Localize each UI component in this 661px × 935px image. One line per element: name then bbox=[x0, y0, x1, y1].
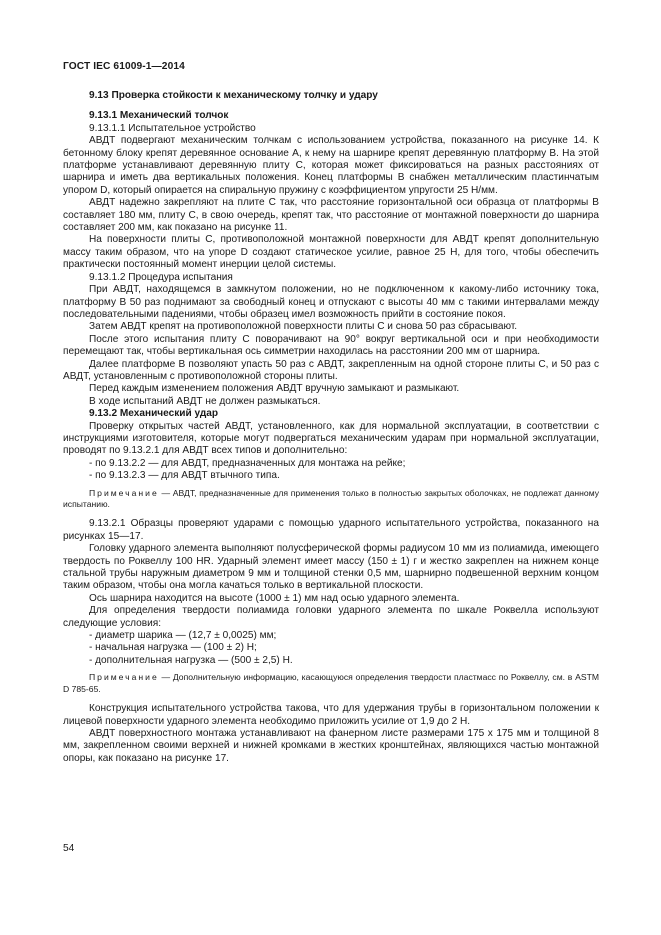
list-item: - начальная нагрузка — (100 ± 2) Н; bbox=[89, 642, 257, 654]
note-label: Примечание bbox=[89, 487, 159, 498]
note-text: — Дополнительную информацию, касающуюся определения твердости пластмасс по Роквеллу, см. в ASTM D 785-65. bbox=[63, 672, 599, 694]
paragraph: Затем АВДТ крепят на противоположной поверхности плиты C и снова 50 раз сбрасывают. bbox=[89, 321, 518, 333]
paragraph: На поверхности плиты C, противоположной монтажной поверхности для АВДТ крепят дополнительную массу таким образом, что на упоре D создают статическое усилие, равное 25 Н, для того, чтобы обеспечить практически постоянный момент инерции целой системы. bbox=[63, 234, 599, 271]
paragraph: Перед каждым изменением положения АВДТ вручную замыкают и размыкают. bbox=[89, 383, 460, 395]
paragraph: АВДТ поверхностного монтажа устанавливают на фанерном листе размерами 175 х 175 мм и толщиной 8 мм, закрепленном своими верхней и нижней кромками в жестких кронштейнах, являющихся частью монтажной опоры, как показано на рисунке 17. bbox=[63, 727, 599, 764]
paragraph: Головку ударного элемента выполняют полусферической формы радиусом 10 мм из полиамида, имеющего твердость по Роквеллу 100 HR. Ударный элемент имеет массу (150 ± 1) г и жестко закреплен на нижнем конце стальной трубы наружным диаметром 9 мм и толщиной стенки 0,5 мм, шарнирно подвешенной верхним концом таким образом, чтобы она могла качаться только в вертикальной плоскости. bbox=[63, 543, 599, 592]
list-item: - дополнительная нагрузка — (500 ± 2,5) Н. bbox=[89, 654, 293, 666]
paragraph: Для определения твердости полиамида головки ударного элемента по шкале Роквелла используют следующие условия: bbox=[63, 605, 599, 629]
paragraph: После этого испытания плиту C поворачивают на 90° вокруг вертикальной оси и при необходимости перемещают так, чтобы вертикальная ось симметрии находилась на расстоянии 200 мм от шарнира. bbox=[63, 333, 599, 358]
running-header: ГОСТ IEC 61009-1—2014 bbox=[63, 61, 185, 72]
paragraph: При АВДТ, находящемся в замкнутом положении, но не подключенном к какому-либо источнику тока, платформу B 50 раз поднимают за свободный конец и отпускают с высоты 40 мм с такими интервалами между последовательными падениями, чтобы образец имел возможность прийти в состояние покоя. bbox=[63, 284, 599, 320]
paragraph: 9.13.2.1 Образцы проверяют ударами с помощью ударного испытательного устройства, показанного на рисунках 15—17. bbox=[63, 518, 599, 542]
paragraph: Далее платформе B позволяют упасть 50 раз с АВДТ, закрепленным на одной стороне плиты C, и 50 раз с АВДТ, установленным с противоположной стороны плиты. bbox=[63, 358, 599, 382]
paragraph: АВДТ подвергают механическим толчкам с использованием устройства, показанного на рисунке 14. К бетонному блоку крепят деревянное основание A, к нему на шарнире крепят деревянную платформу B. На этой платформе устанавливают деревянную плиту C, которая может фиксироваться на разных расстояниях от шарнира и иметь два вертикальных положения. Конец платформы B снабжен металлическим пластинчатым упором D, который опирается на спиральную пружину с коэффициентом упругости 25 Н/мм. bbox=[63, 135, 599, 196]
section-heading-9-13-1-2: 9.13.1.2 Процедура испытания bbox=[89, 271, 233, 283]
paragraph: Ось шарнира находится на высоте (1000 ± 1) мм над осью ударного элемента. bbox=[89, 592, 460, 604]
note-text: — АВДТ, предназначенные для применения только в полностью закрытых оболочках, не подлежат данному испытанию. bbox=[63, 487, 599, 509]
page-number: 54 bbox=[63, 843, 75, 854]
list-item: - по 9.13.2.2 — для АВДТ, предназначенных для монтажа на рейке; bbox=[89, 457, 406, 469]
paragraph: В ходе испытаний АВДТ не должен размыкаться. bbox=[89, 395, 321, 407]
document-body bbox=[63, 90, 599, 765]
section-heading-9-13-2: 9.13.2 Механический удар bbox=[89, 408, 219, 420]
note-label: Примечание bbox=[89, 672, 159, 683]
note bbox=[63, 488, 599, 511]
section-heading-9-13-1-1: 9.13.1.1 Испытательное устройство bbox=[89, 122, 256, 134]
section-heading-9-13-1: 9.13.1 Механический толчок bbox=[89, 110, 229, 122]
paragraph: Конструкция испытательного устройства такова, что для удержания трубы в горизонтальном положении к лицевой поверхности ударного элемента необходимо приложить усилие от 1,9 до 2 Н. bbox=[63, 703, 599, 727]
paragraph: Проверку открытых частей АВДТ, установленного, как для нормальной эксплуатации, в соответствии с инструкциями изготовителя, которые могут подвергаться механическим ударам при нормальной эксплуатации, проводят по 9.13.2.1 для АВДТ всех типов и дополнительно: bbox=[63, 420, 599, 457]
list-item: - по 9.13.2.3 — для АВДТ втычного типа. bbox=[89, 470, 280, 482]
note bbox=[63, 672, 599, 695]
list-item: - диаметр шарика — (12,7 ± 0,0025) мм; bbox=[89, 630, 277, 642]
section-heading-9-13: 9.13 Проверка стойкости к механическому толчку и удару bbox=[89, 90, 378, 101]
paragraph: АВДТ надежно закрепляют на плите C так, что расстояние горизонтальной оси образца от платформы B составляет 180 мм, плиту C, в свою очередь, крепят так, что расстояние от монтажной поверхности до шарнира составляет 200 мм, как показано на рисунке 11. bbox=[63, 197, 599, 234]
